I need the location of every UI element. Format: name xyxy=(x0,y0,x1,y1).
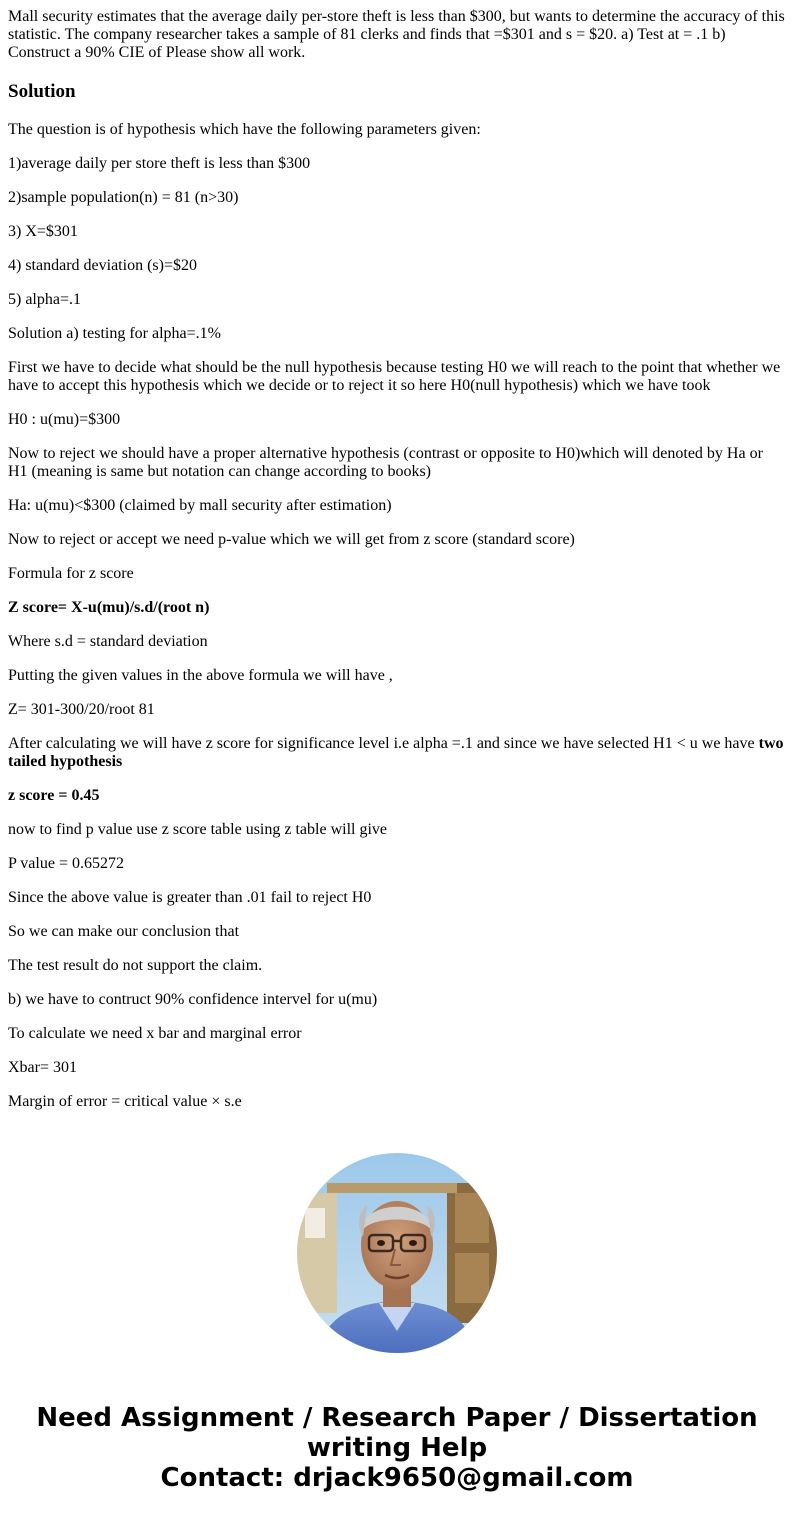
avatar-portrait xyxy=(297,1153,497,1353)
solution-line: Where s.d = standard deviation xyxy=(8,633,208,650)
solution-line: Since the above value is greater than .01 fail to reject H0 xyxy=(8,889,372,906)
solution-line: Solution a) testing for alpha=.1% xyxy=(8,325,221,342)
question-text: Mall security estimates that the average daily per-store theft is less than $300, but wants to determine the accuracy of this statistic. The company researcher takes a sample of 81 clerks and finds that =$301 and s = $20. a) Test at = .1 b) Construct a 90% CIE of Please show all work. xyxy=(8,8,785,61)
conclusion: The test result do not support the claim. xyxy=(8,957,263,974)
emphasis-text: two tailed hypothesis xyxy=(8,735,784,770)
footer-contact: Contact: drjack9650@gmail.com xyxy=(160,1463,634,1493)
parameter-item: 4) standard deviation (s)=$20 xyxy=(8,257,197,274)
solution-line-text: After calculating we will have z score for significance level i.e alpha =.1 and since we have selected H1 < u we have xyxy=(8,735,759,752)
solution-line: b) we have to contruct 90% confidence intervel for u(mu) xyxy=(8,991,378,1008)
solution-line xyxy=(8,735,786,771)
footer-line: writing Help xyxy=(306,1433,488,1463)
avatar xyxy=(297,1153,497,1353)
solution-heading: Solution xyxy=(8,81,76,102)
parameter-item: 3) X=$301 xyxy=(8,223,78,240)
solution-line: Now to reject we should have a proper alternative hypothesis (contrast or opposite to H0)which will denoted by Ha or H1 (meaning is same but notation can change according to books) xyxy=(8,445,763,480)
solution-line: Putting the given values in the above formula we will have , xyxy=(8,667,393,684)
solution-line: Formula for z score xyxy=(8,565,134,582)
document-body xyxy=(8,8,786,1127)
solution-line: First we have to decide what should be the null hypothesis because testing H0 we will reach to the point that whether we have to accept this hypothesis which we decide or to reject it so here H0(null hypothesis) which we have took xyxy=(8,359,781,394)
p-value: P value = 0.65272 xyxy=(8,855,124,872)
z-score-formula xyxy=(8,599,786,617)
z-score-formula-text: Z score= X-u(mu)/s.d/(root n) xyxy=(8,599,210,616)
z-score-result-text: z score = 0.45 xyxy=(8,787,100,804)
null-hypothesis: H0 : u(mu)=$300 xyxy=(8,411,121,428)
z-score-result xyxy=(8,787,786,805)
solution-line: Margin of error = critical value × s.e xyxy=(8,1093,242,1110)
z-computation: Z= 301-300/20/root 81 xyxy=(8,701,155,718)
solution-line: To calculate we need x bar and marginal error xyxy=(8,1025,302,1042)
solution-line: So we can make our conclusion that xyxy=(8,923,240,940)
footer-banner xyxy=(0,1403,794,1493)
parameter-item: 1)average daily per store theft is less than $300 xyxy=(8,155,311,172)
parameter-item: 2)sample population(n) = 81 (n>30) xyxy=(8,189,239,206)
alternative-hypothesis: Ha: u(mu)<$300 (claimed by mall security after estimation) xyxy=(8,497,392,514)
solution-line: Xbar= 301 xyxy=(8,1059,78,1076)
parameter-item: 5) alpha=.1 xyxy=(8,291,81,308)
solution-line: Now to reject or accept we need p-value which we will get from z score (standard score) xyxy=(8,531,575,548)
footer-line: Need Assignment / Research Paper / Dissertation xyxy=(36,1403,758,1433)
solution-line: The question is of hypothesis which have the following parameters given: xyxy=(8,121,481,138)
solution-line: now to find p value use z score table using z table will give xyxy=(8,821,388,838)
